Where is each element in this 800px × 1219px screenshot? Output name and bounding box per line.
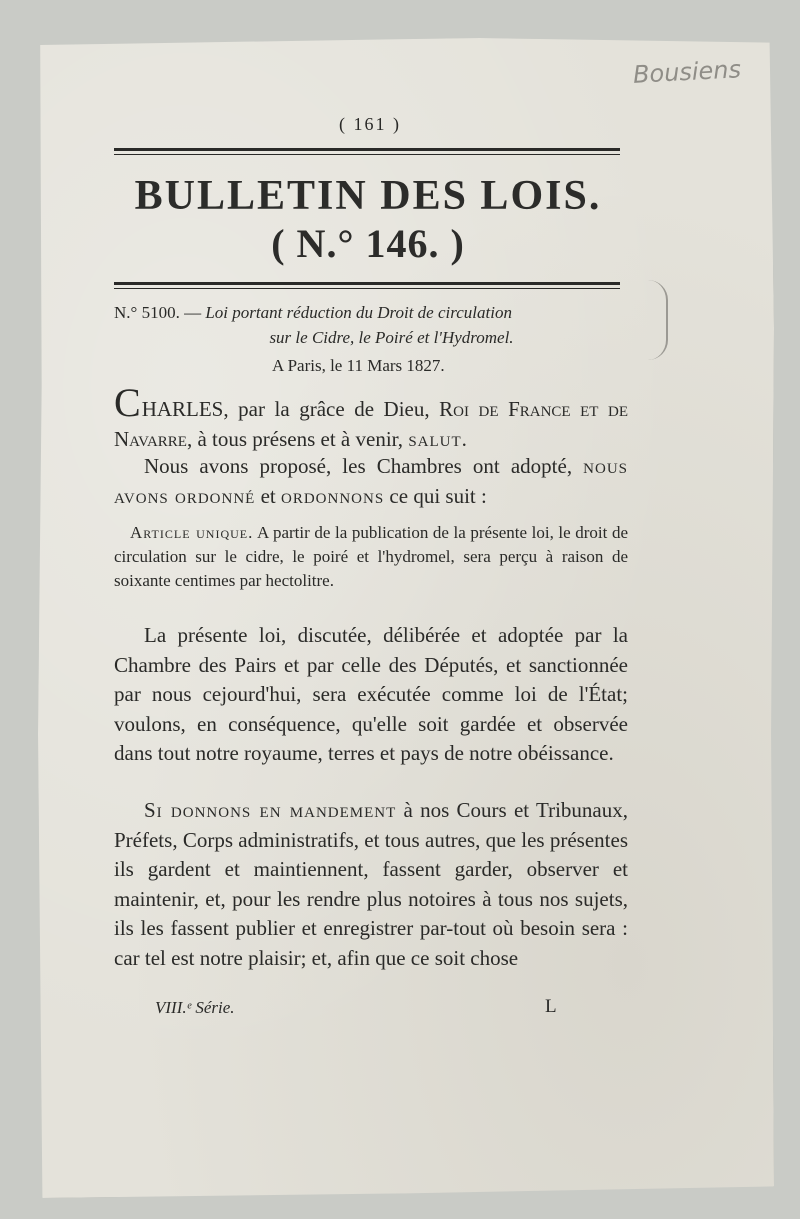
mandement-text: à nos Cours et Tribunaux, Préfets, Corps administratifs, et tous autres, que les présentes ils gardent et maintiennent, fassent garder, observer et maintenir, et, pour les rendre plus notoires à tous nos sujets, ils les fassent publier et enregistrer par-tout où besoin sera : car tel est notre plaisir; et, afin que ce soit chose (114, 798, 628, 970)
proposed-end: ce qui suit : (384, 483, 487, 508)
bottom-rule (114, 282, 620, 289)
salut: salut. (408, 426, 468, 451)
dropcap: C (114, 380, 142, 425)
article-label: Article unique. (130, 523, 254, 542)
pencil-annotation: Bousiens (632, 55, 742, 89)
intro-text2: , à tous présens et à venir, (186, 426, 409, 451)
article-unique (114, 521, 628, 593)
king-name: HARLES (141, 397, 224, 421)
paragraph-promulgation: La présente loi, discutée, délibérée et adoptée par la Chambre des Pairs et par celle des Députés, et sanctionnée par nous cejourd'hui, sera exécutée comme loi de l'État; voulons, en conséquence, qu'elle soit gardée et observée dans tout notre royaume, terres et pays de notre obéissance. (114, 623, 628, 765)
proposed-text: Nous avons proposé, les Chambres ont adopté, (144, 454, 573, 478)
top-rule (114, 148, 620, 155)
ordonne-sc: nous avons ordonné (114, 454, 628, 508)
margin-bracket-mark (648, 280, 668, 360)
law-heading (114, 300, 629, 350)
ordonnons-sc: ordonnons (280, 483, 385, 508)
law-number: N.° 5100. — (114, 303, 202, 322)
page-number: ( 161 ) (339, 114, 401, 134)
series-label: VIII.ᵉ Série. (155, 998, 235, 1017)
signature-mark: L (545, 996, 557, 1017)
bulletin-number: ( N.° 146. ) (271, 221, 465, 266)
bulletin-title: BULLETIN DES LOIS. (134, 173, 602, 219)
mandement-sc: Si donnons en mandement (144, 798, 397, 822)
paragraph-mandement (114, 796, 628, 973)
law-title-line2: sur le Cidre, le Poiré et l'Hydromel. (269, 328, 514, 347)
article-text: A partir de la publication de la présente loi, le droit de circulation sur le cidre, le poiré et l'hydromel, sera perçu à raison de soixante centimes par hectolitre. (114, 523, 628, 590)
law-title-line1: Loi portant réduction du Droit de circulation (205, 303, 512, 322)
royal-title: Roi de France et de Navarre (114, 397, 628, 451)
royal-intro (114, 380, 628, 454)
proposed-paragraph (114, 452, 628, 511)
intro-text1: , par la grâce de Dieu, (223, 397, 440, 421)
proposed-mid: et (255, 483, 281, 508)
law-date: A Paris, le 11 Mars 1827. (272, 356, 445, 375)
